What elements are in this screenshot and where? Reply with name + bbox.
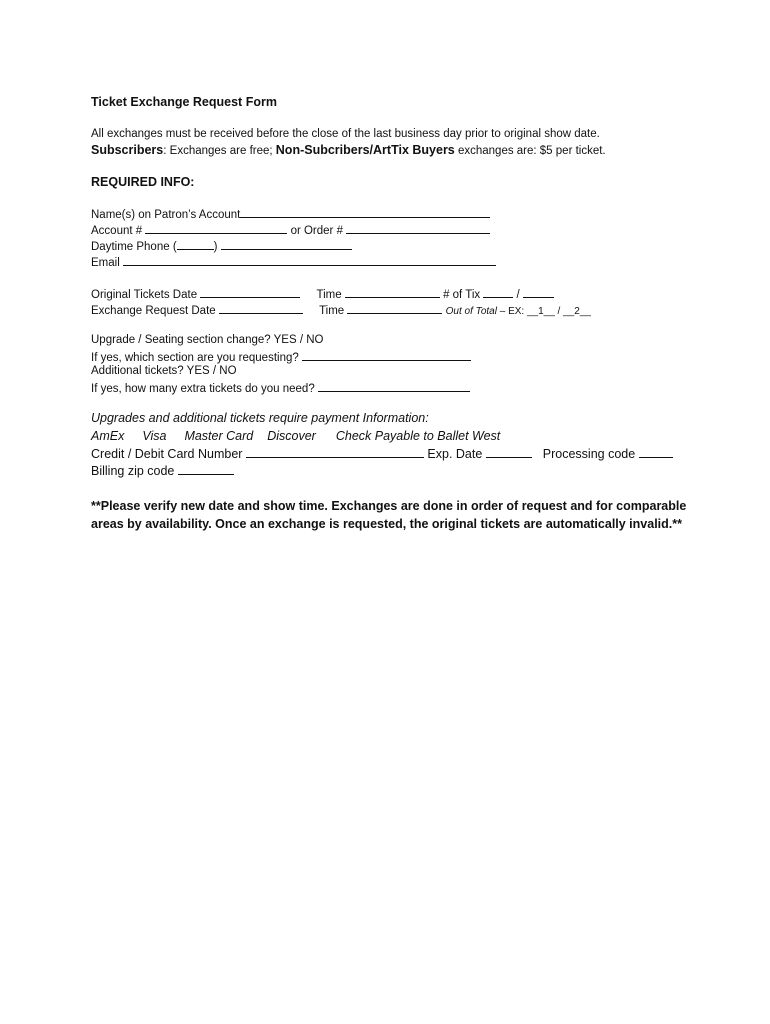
processing-field[interactable] <box>639 448 673 458</box>
area-code-field[interactable] <box>177 240 214 250</box>
example-note: – EX: __1__ / __2__ <box>496 306 591 317</box>
method-amex: AmEx <box>91 429 125 443</box>
names-row <box>91 208 490 222</box>
nonsub-label: Non-Subcribers/ArtTix Buyers <box>275 143 455 157</box>
section-field[interactable] <box>302 351 471 361</box>
account-row <box>91 224 490 238</box>
exch-date-label: Exchange Request Date <box>91 305 216 317</box>
exch-time-field[interactable] <box>347 304 442 314</box>
method-discover: Discover <box>267 429 316 443</box>
order-field[interactable] <box>346 224 490 234</box>
orig-time-label: Time <box>316 289 342 301</box>
method-check: Check Payable to Ballet West <box>335 429 501 443</box>
zip-row <box>91 465 234 478</box>
extra-row <box>91 382 470 396</box>
extra-label: If yes, how many extra tickets do you need? <box>91 383 315 395</box>
account-field[interactable] <box>145 224 287 234</box>
phone-field[interactable] <box>221 240 352 250</box>
email-label: Email <box>91 257 120 269</box>
card-row <box>91 448 673 461</box>
required-heading: REQUIRED INFO: <box>91 175 195 189</box>
additional-question: Additional tickets? YES / NO <box>91 365 237 377</box>
order-label: or Order # <box>290 225 343 237</box>
email-row <box>91 256 496 270</box>
names-field[interactable] <box>240 208 490 218</box>
phone-paren: ) <box>213 241 218 253</box>
zip-label: Billing zip code <box>91 464 175 478</box>
method-mastercard: Master Card <box>184 429 254 443</box>
subscribers-label: Subscribers <box>91 143 164 157</box>
out-of-total-note: Out of Total <box>445 306 497 317</box>
phone-row <box>91 240 352 254</box>
card-field[interactable] <box>246 448 424 458</box>
subscribers-text: : Exchanges are free; <box>163 145 276 157</box>
section-label: If yes, which section are you requesting? <box>91 352 299 364</box>
nonsub-text: exchanges are: $5 per ticket. <box>454 145 606 157</box>
method-visa: Visa <box>142 429 167 443</box>
names-label: Name(s) on Patron’s Account <box>91 209 241 221</box>
exchange-date-row <box>91 304 591 318</box>
original-date-row <box>91 288 554 302</box>
tix-total-field[interactable] <box>523 288 554 298</box>
email-field[interactable] <box>123 256 496 266</box>
tix-label: # of Tix <box>443 289 481 301</box>
processing-label: Processing code <box>542 447 636 461</box>
section-row <box>91 351 471 365</box>
account-label: Account # <box>91 225 143 237</box>
payment-methods <box>91 430 500 443</box>
payment-heading: Upgrades and additional tickets require payment Information: <box>91 411 429 425</box>
exp-field[interactable] <box>486 448 532 458</box>
exp-label: Exp. Date <box>427 447 483 461</box>
exch-time-label: Time <box>319 305 345 317</box>
tix-slash: / <box>516 289 520 301</box>
pricing-line <box>91 144 606 158</box>
zip-field[interactable] <box>178 465 234 475</box>
orig-date-label: Original Tickets Date <box>91 289 198 301</box>
card-label: Credit / Debit Card Number <box>91 447 243 461</box>
notice-line-1: **Please verify new date and show time. Exchanges are done in order of request and for comparable <box>91 499 687 513</box>
tix-field[interactable] <box>483 288 513 298</box>
upgrade-question: Upgrade / Seating section change? YES / NO <box>91 334 324 346</box>
extra-field[interactable] <box>318 382 470 392</box>
orig-date-field[interactable] <box>200 288 300 298</box>
intro-line: All exchanges must be received before the close of the last business day prior to original show date. <box>91 128 600 140</box>
phone-label: Daytime Phone ( <box>91 241 177 253</box>
orig-time-field[interactable] <box>345 288 440 298</box>
notice-line-2: areas by availability. Once an exchange is requested, the original tickets are automatically invalid.** <box>91 517 682 531</box>
exch-date-field[interactable] <box>219 304 303 314</box>
form-title: Ticket Exchange Request Form <box>91 95 277 109</box>
